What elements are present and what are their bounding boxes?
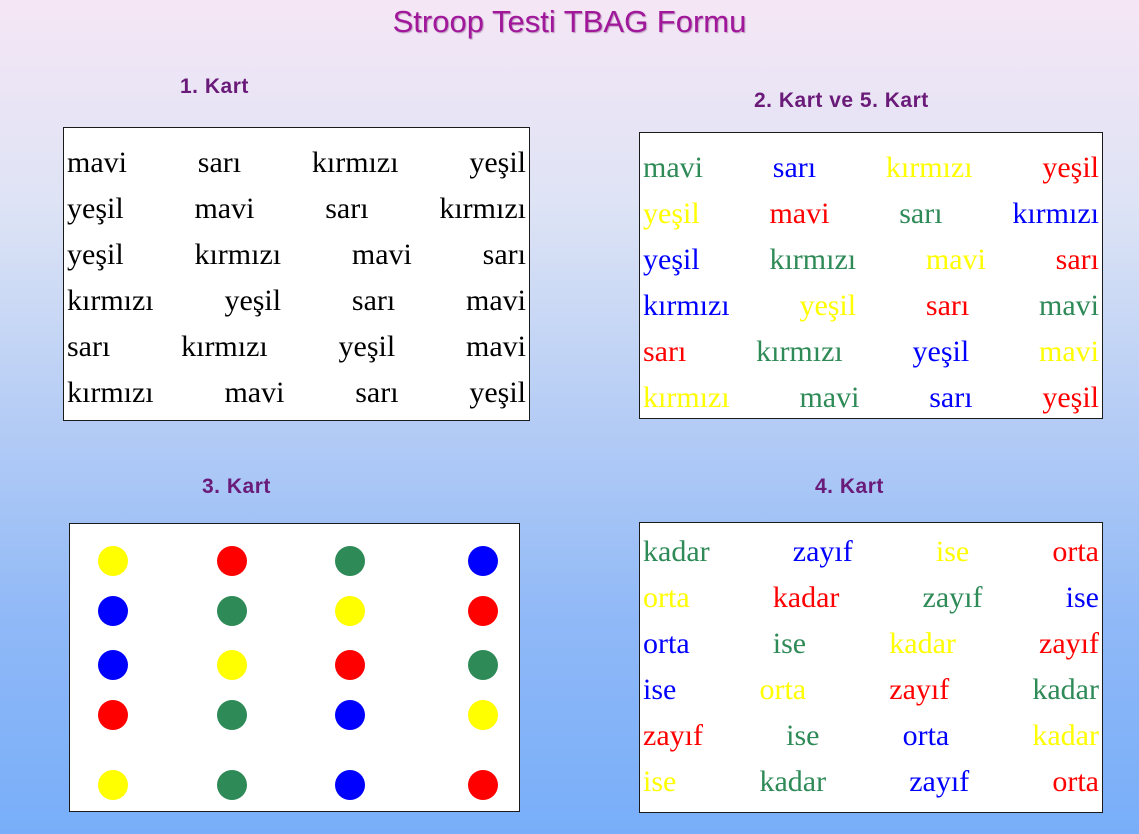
word-row <box>643 145 1099 191</box>
color-dot <box>468 650 498 680</box>
stroop-word: yeşil <box>67 192 124 225</box>
word-row <box>643 759 1099 805</box>
color-dot <box>98 700 128 730</box>
stroop-word: ise <box>643 673 677 706</box>
stroop-word: mavi <box>769 197 830 230</box>
word-row <box>643 283 1099 329</box>
stroop-word: kırmızı <box>181 330 268 363</box>
card-2-5-label: 2. Kart ve 5. Kart <box>754 89 929 112</box>
stroop-word: mavi <box>67 146 127 179</box>
stroop-word: orta <box>759 673 807 706</box>
stroop-word: kırmızı <box>769 243 857 276</box>
stroop-word: yeşil <box>1042 381 1099 414</box>
color-dot <box>98 596 128 626</box>
stroop-word: mavi <box>224 376 285 409</box>
stroop-word: yeşil <box>224 284 282 317</box>
color-dot <box>335 546 365 576</box>
stroop-word: yeşil <box>338 330 396 363</box>
stroop-word: yeşil <box>799 289 857 322</box>
word-row <box>643 329 1099 375</box>
word-row <box>643 575 1099 621</box>
color-dot <box>335 700 365 730</box>
stroop-word: yeşil <box>912 335 970 368</box>
stroop-word: mavi <box>466 284 526 317</box>
stroop-word: kırmızı <box>311 146 399 179</box>
stroop-word: kırmızı <box>67 284 154 317</box>
stroop-word: kadar <box>1032 719 1099 752</box>
word-row <box>67 186 526 232</box>
stroop-word: sarı <box>351 284 396 317</box>
stroop-word: mavi <box>799 381 860 414</box>
stroop-word: kırmızı <box>643 289 730 322</box>
stroop-word: mavi <box>925 243 986 276</box>
stroop-word: sarı <box>643 335 687 368</box>
word-row <box>67 278 526 324</box>
stroop-word: kırmızı <box>643 381 730 414</box>
stroop-word: orta <box>643 627 690 660</box>
word-row <box>643 713 1099 759</box>
word-row <box>67 140 526 186</box>
stroop-word: mavi <box>1039 289 1099 322</box>
stroop-word: kadar <box>643 535 710 568</box>
stroop-word: kırmızı <box>439 192 526 225</box>
stroop-word: kırmızı <box>194 238 282 271</box>
color-dot <box>217 700 247 730</box>
stroop-word: yeşil <box>67 238 124 271</box>
color-dot <box>217 546 247 576</box>
color-dot <box>468 546 498 576</box>
stroop-word: kadar <box>889 627 956 660</box>
word-row <box>643 237 1099 283</box>
stroop-word: yeşil <box>1042 151 1099 184</box>
stroop-word: zayıf <box>792 535 853 568</box>
stroop-word: sarı <box>772 151 817 184</box>
color-dot <box>98 650 128 680</box>
stroop-word: kırmızı <box>67 376 154 409</box>
color-dot <box>98 770 128 800</box>
stroop-word: sarı <box>482 238 526 271</box>
word-row <box>643 621 1099 667</box>
stroop-word: kırmızı <box>885 151 973 184</box>
stroop-word: ise <box>643 765 677 798</box>
card-4-panel <box>639 522 1103 813</box>
color-dot <box>335 770 365 800</box>
stroop-word: zayıf <box>889 673 950 706</box>
stroop-word: kadar <box>1032 673 1099 706</box>
stroop-word: yeşil <box>469 146 526 179</box>
stroop-word: zayıf <box>1039 627 1099 660</box>
stroop-word: kırmızı <box>1012 197 1099 230</box>
stroop-word: orta <box>643 581 690 614</box>
stroop-word: mavi <box>466 330 526 363</box>
stroop-word: zayıf <box>922 581 983 614</box>
stroop-word: yeşil <box>643 197 700 230</box>
stroop-word: mavi <box>643 151 703 184</box>
stroop-word: zayıf <box>909 765 970 798</box>
color-dot-grid <box>70 524 519 811</box>
stroop-word: mavi <box>194 192 255 225</box>
card-3-label: 3. Kart <box>202 475 271 498</box>
stroop-word: ise <box>786 719 820 752</box>
word-row <box>643 667 1099 713</box>
word-row <box>643 191 1099 237</box>
stroop-word: orta <box>902 719 950 752</box>
color-dot <box>335 596 365 626</box>
word-row <box>67 324 526 370</box>
stroop-word: orta <box>1052 535 1099 568</box>
stroop-word: sarı <box>899 197 943 230</box>
word-row <box>643 375 1099 421</box>
word-row <box>643 529 1099 575</box>
color-dot <box>468 700 498 730</box>
page-title: Stroop Testi TBAG Formu <box>392 4 747 39</box>
color-dot <box>468 596 498 626</box>
stroop-word: sarı <box>325 192 369 225</box>
stroop-word: sarı <box>197 146 242 179</box>
stroop-word: yeşil <box>469 376 526 409</box>
stroop-word: kadar <box>759 765 827 798</box>
word-row <box>67 232 526 278</box>
stroop-word: sarı <box>929 381 973 414</box>
color-dot <box>217 770 247 800</box>
stroop-word: ise <box>935 535 970 568</box>
word-row <box>67 370 526 416</box>
stroop-word: mavi <box>351 238 412 271</box>
color-dot <box>335 650 365 680</box>
stroop-word: kırmızı <box>756 335 843 368</box>
card-4-label: 4. Kart <box>815 475 884 498</box>
stroop-word: orta <box>1052 765 1099 798</box>
color-dot <box>98 546 128 576</box>
color-dot <box>468 770 498 800</box>
stroop-word: mavi <box>1039 335 1099 368</box>
stroop-word: sarı <box>67 330 111 363</box>
card-3-panel <box>69 523 520 812</box>
stroop-word: sarı <box>925 289 970 322</box>
card-1-panel <box>63 127 530 421</box>
color-dot <box>217 650 247 680</box>
stroop-word: zayıf <box>643 719 703 752</box>
stroop-word: ise <box>772 627 807 660</box>
stroop-word: sarı <box>1055 243 1099 276</box>
stroop-word: sarı <box>355 376 399 409</box>
stroop-word: yeşil <box>643 243 700 276</box>
color-dot <box>217 596 247 626</box>
card-2-5-panel <box>639 132 1103 419</box>
stroop-word: kadar <box>772 581 840 614</box>
card-1-label: 1. Kart <box>180 75 249 98</box>
stroop-word: ise <box>1065 581 1099 614</box>
